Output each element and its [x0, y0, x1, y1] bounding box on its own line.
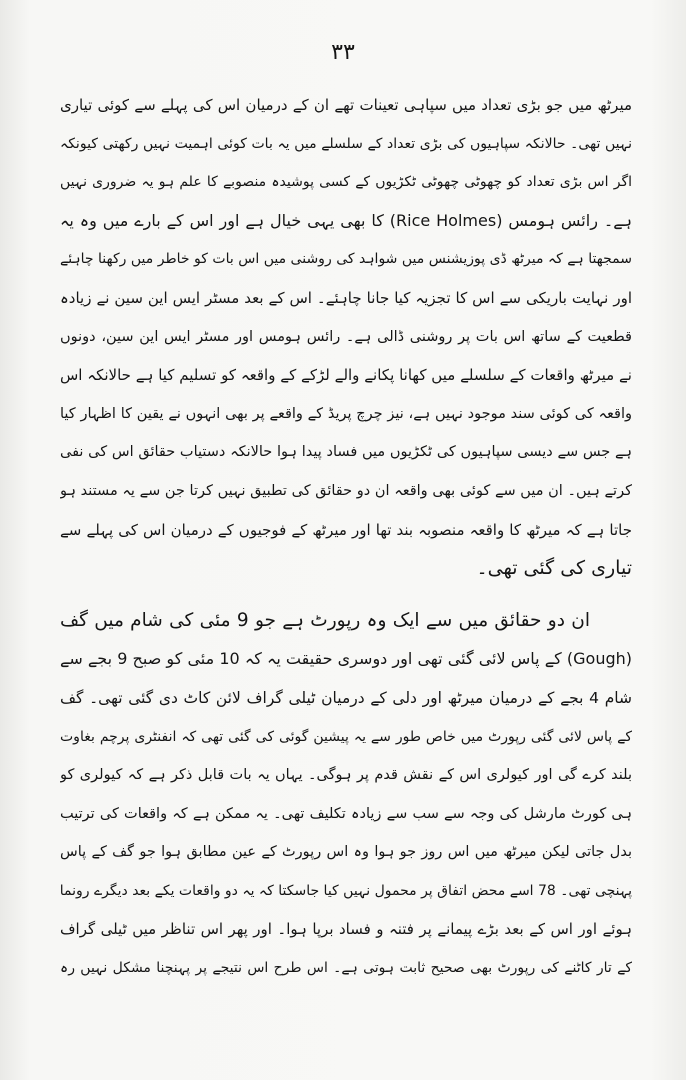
- text-line-last: تیاری کی گئی تھی۔: [476, 557, 632, 580]
- text-line: ہی کورٹ مارشل کی وجہ سے سب سے زیادہ تکلیف تھی۔ یہ ممکن ہے کہ واقعات کی ترتیب: [60, 805, 632, 822]
- text-line-first: ان دو حقائق میں سے ایک وہ رپورٹ ہے جو 9 مئی کی شام میں گف: [60, 609, 590, 631]
- paragraph-gap: [60, 588, 632, 602]
- text-line: ہے۔ رائس ہومس (Rice Holmes) کا بھی یہی خیال ہے اور اس کے بارے میں وہ یہ: [60, 210, 632, 230]
- text-line: شام 4 بجے کے درمیان میرٹھ اور دلی کے درمیان ٹیلی گراف لائن کاٹ دی گئی تھی۔ گف: [60, 688, 632, 707]
- text-line: نہیں تھی۔ حالانکہ سپاہیوں کی بڑی تعداد کے سلسلے میں یہ بات کوئی اہمیت نہیں رکھتی کیونکہ: [60, 135, 632, 152]
- text-line: بلند کرے گی اور کیولری اس کے نقش قدم پر ہوگی۔ یہاں یہ بات قابل ذکر ہے کہ کیولری کو: [60, 767, 632, 784]
- text-line: ہے جس سے دیسی سپاہیوں کی ٹکڑیوں میں فساد پیدا ہوا حالانکہ دستیاب حقائق اس کی نفی: [60, 444, 632, 461]
- page-body: [60, 86, 632, 988]
- text-line: کے تار کاٹنے کی رپورٹ بھی صحیح ثابت ہوتی ہے۔ اس طرح اس نتیجے پر پہنچنا مشکل نہیں رہ: [60, 960, 632, 977]
- page-number: ۳۳: [331, 40, 355, 65]
- text-line: کے پاس لائی گئی رپورٹ میں خاص طور سے یہ پیشین گوئی کی گئی تھی کہ انفنٹری پرچم بغاوت: [60, 728, 632, 745]
- text-line: نے میرٹھ واقعات کے سلسلے میں کھانا پکانے والے لڑکے کے واقعہ کو تسلیم کیا ہے حالانکہ اس: [60, 366, 632, 385]
- text-line: ہوئے اور اس کے بعد بڑے پیمانے پر فتنہ و فساد برپا ہوا۔ اور پھر اس تناظر میں ٹیلی گراف: [60, 920, 632, 939]
- text-line: (Gough) کے پاس لائی گئی تھی اور دوسری حقیقت یہ کہ 10 مئی کو صبح 9 بجے سے: [60, 649, 632, 669]
- text-line: جاتا ہے کہ میرٹھ کا واقعہ منصوبہ بند تھا اور میرٹھ کے فوجیوں کے درمیان اس کی پہلے سے: [60, 520, 632, 539]
- text-line: میرٹھ میں جو بڑی تعداد میں سپاہی تعینات تھے ان کے درمیان اس کی پہلے سے کوئی تیاری: [60, 96, 632, 114]
- text-line: واقعہ کی کوئی سند موجود نہیں ہے، نیز چرچ پریڈ کے واقعے پر بھی انہوں نے یقین کا اظہار کیا: [60, 405, 632, 422]
- text-line: کرتے ہیں۔ ان میں سے کوئی بھی واقعہ ان دو حقائق کی تطبیق نہیں کرتا جن سے یہ مستند ہو: [60, 482, 632, 499]
- text-line: سمجھتا ہے کہ میرٹھ ڈی پوزیشنس میں شواہد کی روشنی میں اس بات کو خاطر میں رکھنا چاہئے: [60, 251, 632, 268]
- text-line: پہنچی تھی۔ 78 اسے محض اتفاق پر محمول نہیں کیا جاسکتا کہ یہ دو واقعات یکے بعد دیگرے رونما: [60, 882, 632, 899]
- text-line: اگر اس بڑی تعداد کو چھوٹی چھوٹی ٹکڑیوں کے کسی پوشیدہ منصوبے کا علم ہو یہ ضروری نہیں: [60, 174, 632, 191]
- text-line: قطعیت کے ساتھ اس بات پر روشنی ڈالی ہے۔ رائس ہومس اور مسٹر ایس این سین، دونوں: [60, 328, 632, 345]
- text-line: بدل جاتی لیکن میرٹھ میں اس روز جو ہوا وہ اس رپورٹ کے عین مطابق ہوا جو گف کے پاس: [60, 844, 632, 861]
- text-line: اور نہایت باریکی سے اس کا تجزیہ کیا جانا چاہئے۔ اس کے بعد مسٹر ایس این سین نے زیادہ: [60, 288, 632, 307]
